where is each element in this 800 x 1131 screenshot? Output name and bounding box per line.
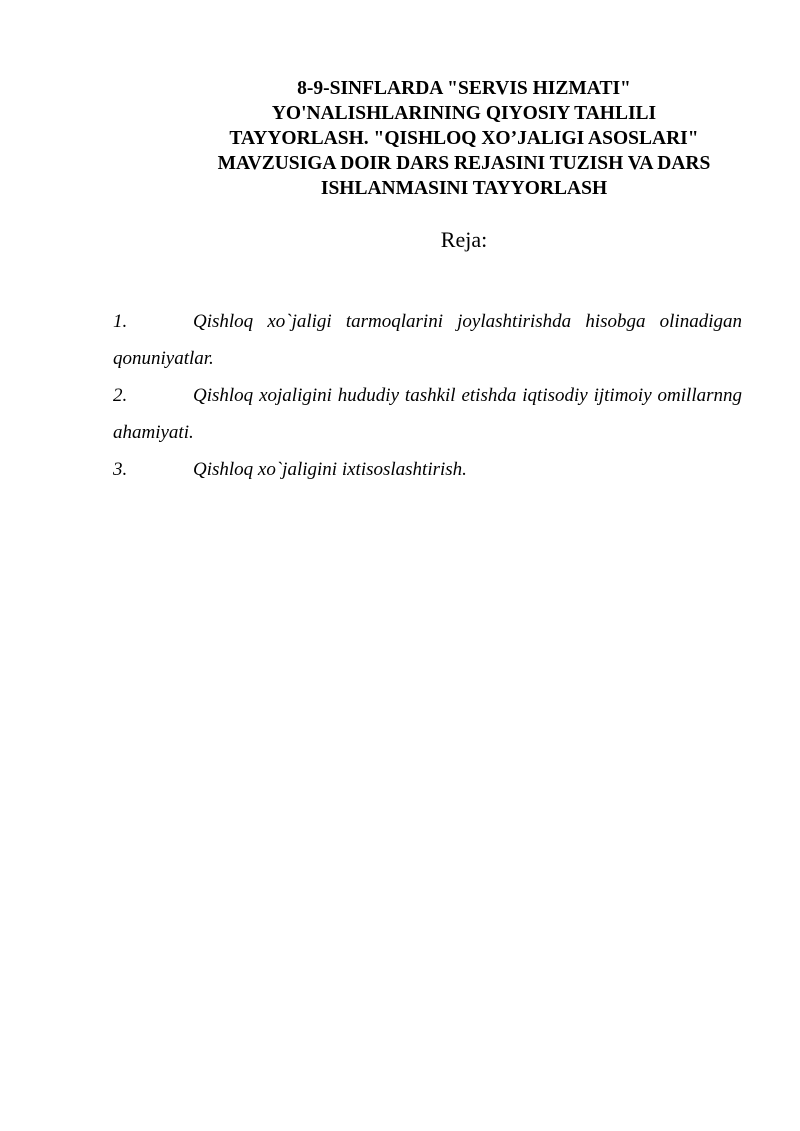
document-title [182,76,746,201]
plan-list [113,303,742,488]
plan-item-number: 3. [113,459,128,480]
plan-item-text: Qishloq xo`jaligini ixtisoslashtirish. [193,459,467,480]
title-line: 8-9-SINFLARDA "SERVIS HIZMATI" [297,78,631,99]
plan-item-number: 2. [113,385,128,406]
plan-item [113,377,742,451]
plan-item-text: Qishloq xojaligini hududiy tashkil etishda iqtisodiy ijtimoiy omillarnng ahamiyati. [113,385,742,443]
plan-heading: Reja: [440,227,488,252]
title-line: MAVZUSIGA DOIR DARS REJASINI TUZISH VA DARS [217,153,711,174]
plan-item [113,303,742,377]
plan-item-number: 1. [113,311,128,332]
title-line: YO'NALISHLARINING QIYOSIY TAHLILI [271,103,657,124]
title-line: ISHLANMASINI TAYYORLASH [320,178,608,199]
title-line: TAYYORLASH. "QISHLOQ XO’JALIGI ASOSLARI" [229,128,699,149]
plan-item [113,451,742,488]
plan-item-text: Qishloq xo`jaligi tarmoqlarini joylashtirishda hisobga olinadigan qonuniyatlar. [113,311,742,369]
